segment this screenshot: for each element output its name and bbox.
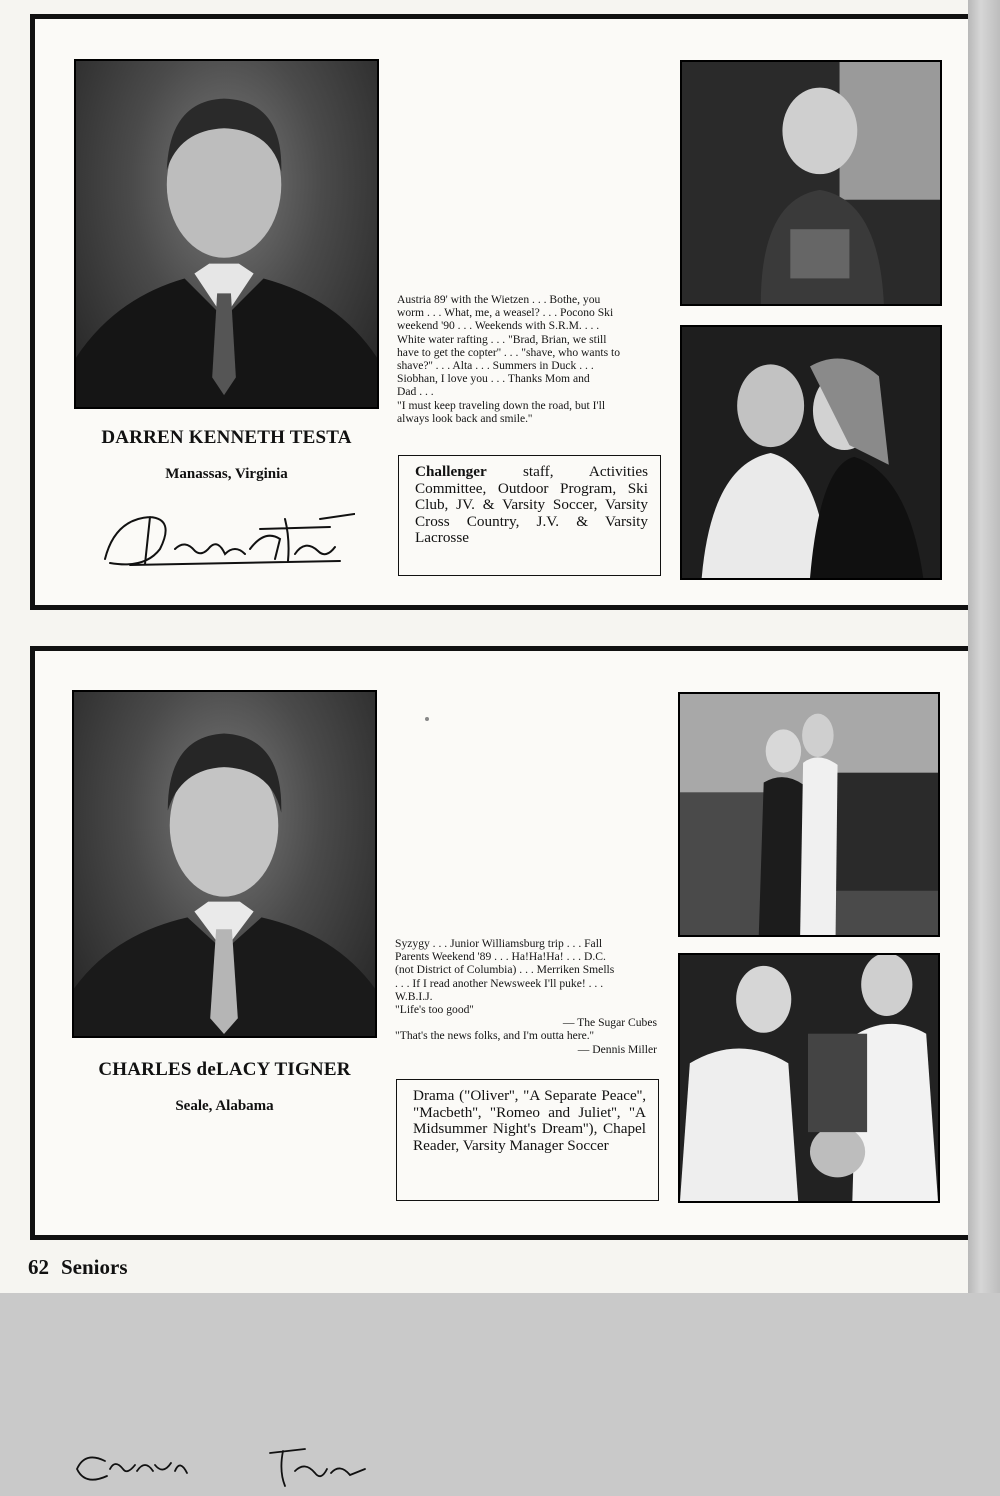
activities-text: staff, Activities Committee, Outdoor Program, Ski Club, JV. & Varsity Soccer, Varsity Cross Country, J.V. & Varsity Lacrosse (415, 463, 648, 547)
signature-image (90, 499, 355, 579)
dust-speck (425, 717, 429, 721)
activities-box (396, 1079, 659, 1201)
activities-text: Drama ("Oliver'', "A Separate Peace'', "Macbeth'', "Romeo and Juliet'', "A Midsummer Night's Dream''), Chapel Reader, Varsity Manager Soccer (413, 1087, 646, 1154)
quote-line: W.B.I.J. (395, 989, 433, 1003)
portrait-figure (74, 692, 375, 1036)
adjacent-page-edge (968, 0, 1000, 1293)
quote-line: — Dennis Miller (577, 1042, 657, 1056)
section-name: Seniors (61, 1255, 128, 1279)
portrait-figure (76, 61, 377, 407)
activities-lead: Challenger (415, 463, 487, 480)
senior-name: DARREN KENNETH TESTA (101, 427, 352, 448)
childhood-photo (680, 60, 942, 306)
quote-line: always look back and smile.'' (397, 411, 533, 425)
senior-portrait-photo (72, 690, 377, 1038)
quote-line: "Life's too good'' (395, 1003, 474, 1017)
senior-quote (395, 937, 657, 1056)
quote-line: Siobhan, I love you . . . Thanks Mom and (397, 372, 590, 386)
quote-line: Syzygy . . . Junior Williamsburg trip . . . Fall (395, 937, 603, 950)
senior-quote (397, 293, 661, 425)
quote-line: — The Sugar Cubes (562, 1016, 657, 1030)
child-figure (682, 62, 940, 304)
quote-line: "That's the news folks, and I'm outta here.'' (395, 1029, 594, 1043)
quote-line: Austria 89' with the Wietzen . . . Bothe, you (397, 293, 601, 306)
couple-photo (680, 325, 942, 580)
quote-line: have to get the copter'' . . . "shave, who wants to (397, 345, 621, 359)
outdoor-figure (680, 694, 938, 935)
quote-line: "I must keep traveling down the road, but I'll (397, 398, 606, 412)
friends-figure (680, 955, 938, 1201)
quote-line: White water rafting . . . "Brad, Brian, we still (397, 332, 607, 346)
signature-image (65, 1431, 375, 1491)
quote-line: (not District of Columbia) . . . Merriken Smells (395, 963, 615, 977)
quote-line: Parents Weekend '89 . . . Ha!Ha!Ha! . . . D.C. (395, 950, 606, 964)
quote-line: Dad . . . (397, 385, 434, 399)
senior-panel-2 (30, 646, 974, 1240)
couple-figure (682, 327, 940, 578)
quote-line: . . . If I read another Newsweek I'll puke! . . . (395, 976, 604, 990)
signature-scrawl (65, 1431, 375, 1491)
quote-line: weekend '90 . . . Weekends with S.R.M. . . . (397, 319, 600, 333)
senior-name: CHARLES deLACY TIGNER (98, 1059, 351, 1080)
outdoor-couple-photo (678, 692, 940, 937)
senior-hometown: Manassas, Virginia (165, 466, 288, 482)
page-footer (28, 1255, 128, 1280)
page-number: 62 (28, 1255, 49, 1279)
activities-box (398, 455, 661, 576)
senior-panel-1 (30, 14, 974, 610)
quote-line: worm . . . What, me, a weasel? . . . Pocono Ski (397, 306, 614, 320)
friends-photo (678, 953, 940, 1203)
senior-hometown: Seale, Alabama (175, 1098, 274, 1114)
signature-scrawl (90, 499, 355, 579)
quote-line: shave?'' . . . Alta . . . Summers in Duck . . . (397, 359, 594, 373)
senior-portrait-photo (74, 59, 379, 409)
